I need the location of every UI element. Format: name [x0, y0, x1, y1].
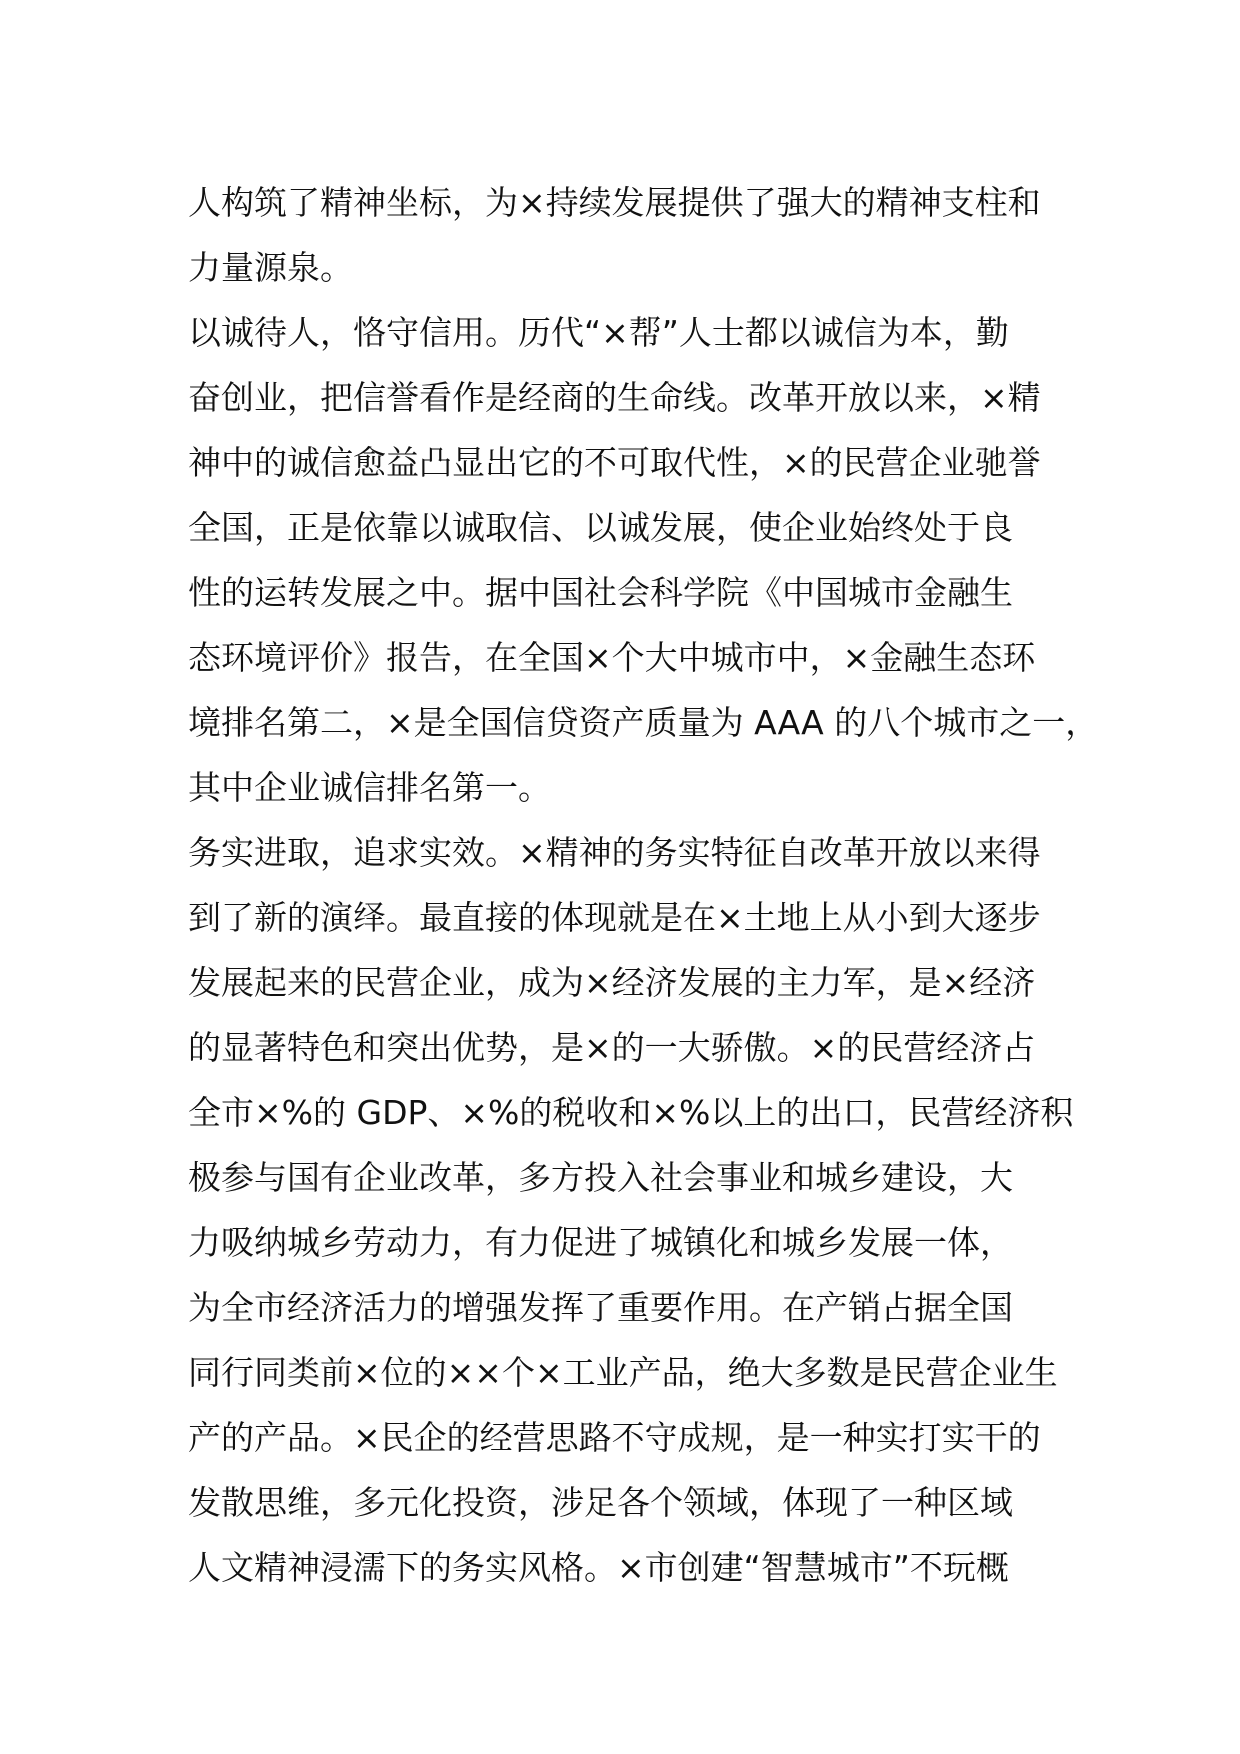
text-line: 神中的诚信愈益凸显出它的不可取代性，×的民营企业驰誉	[188, 443, 1041, 482]
body-text	[188, 170, 1099, 1600]
text-line: 人构筑了精神坐标，为×持续发展提供了强大的精神支柱和	[188, 183, 1041, 222]
text-line: 极参与国有企业改革，多方投入社会事业和城乡建设，大	[188, 1158, 1013, 1197]
text-line: 全市×%的 GDP、×%的税收和×%以上的出口，民营经济积	[188, 1093, 1074, 1132]
text-line: 力量源泉。	[188, 248, 353, 287]
text-line: 其中企业诚信排名第一。	[188, 768, 551, 807]
text-line: 为全市经济活力的增强发挥了重要作用。在产销占据全国	[188, 1288, 1013, 1327]
text-line: 务实进取，追求实效。×精神的务实特征自改革开放以来得	[188, 833, 1041, 872]
text-line: 奋创业，把信誉看作是经商的生命线。改革开放以来，×精	[188, 378, 1041, 417]
text-line: 产的产品。×民企的经营思路不守成规，是一种实打实干的	[188, 1418, 1041, 1457]
text-line: 态环境评价》报告，在全国×个大中城市中，×金融生态环	[188, 638, 1036, 677]
text-line: 人文精神浸濡下的务实风格。×市创建“智慧城市”不玩概	[188, 1548, 1009, 1587]
text-line: 性的运转发展之中。据中国社会科学院《中国城市金融生	[188, 573, 1013, 612]
text-line: 发散思维，多元化投资，涉足各个领域，体现了一种区域	[188, 1483, 1013, 1522]
text-line: 力吸纳城乡劳动力，有力促进了城镇化和城乡发展一体，	[188, 1223, 1013, 1262]
text-line: 的显著特色和突出优势，是×的一大骄傲。×的民营经济占	[188, 1028, 1036, 1067]
text-line: 到了新的演绎。最直接的体现就是在×土地上从小到大逐步	[188, 898, 1041, 937]
text-line: 发展起来的民营企业，成为×经济发展的主力军，是×经济	[188, 963, 1036, 1002]
text-line: 境排名第二，×是全国信贷资产质量为 AAA 的八个城市之一，	[188, 703, 1099, 742]
text-line: 同行同类前×位的××个×工业产品，绝大多数是民营企业生	[188, 1353, 1058, 1392]
text-line: 全国，正是依靠以诚取信、以诚发展，使企业始终处于良	[188, 508, 1013, 547]
text-line: 以诚待人，恪守信用。历代“×帮”人士都以诚信为本，勤	[188, 313, 1009, 352]
